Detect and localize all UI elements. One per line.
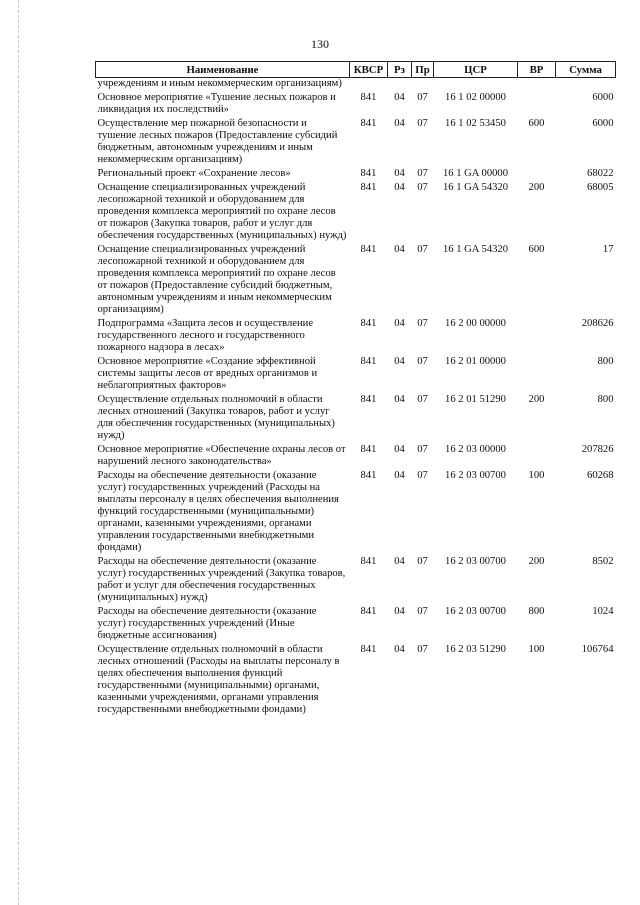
cell-name: Региональный проект «Сохранение лесов» [97, 168, 291, 179]
cell-csr: 16 1 GA 54320 [442, 244, 509, 255]
cell-sum: 68005 [587, 182, 614, 193]
header-vr: ВР [518, 62, 556, 78]
table-row [96, 244, 616, 318]
cell-csr: 16 2 03 00000 [445, 444, 506, 455]
cell-csr: 16 1 02 53450 [445, 118, 506, 129]
cell-vr [518, 356, 556, 394]
table-row [96, 318, 616, 356]
budget-table [95, 61, 616, 718]
cell-rz [388, 78, 412, 93]
cell-rz: 04 [394, 470, 405, 481]
cell-name: Подпрограмма «Защита лесов и осуществление государственного лесного и государственного пожарного надзора в лесах» [97, 318, 314, 353]
cell-vr: 200 [528, 182, 545, 193]
cell-kvsr: 841 [360, 470, 377, 481]
table-row [96, 556, 616, 606]
cell-sum: 6000 [592, 92, 614, 103]
cell-csr [434, 78, 518, 93]
cell-rz: 04 [394, 318, 405, 329]
cell-kvsr: 841 [360, 356, 377, 367]
table-row [96, 92, 616, 118]
cell-kvsr: 841 [360, 394, 377, 405]
table-row [96, 78, 616, 93]
cell-sum: 17 [602, 244, 614, 255]
cell-sum [556, 78, 616, 93]
table-row [96, 118, 616, 168]
cell-sum: 208626 [581, 318, 614, 329]
cell-vr [518, 444, 556, 470]
cell-csr: 16 2 03 00700 [445, 606, 506, 617]
cell-vr [518, 318, 556, 356]
cell-rz: 04 [394, 182, 405, 193]
table-row [96, 444, 616, 470]
header-sum: Сумма [556, 62, 616, 78]
cell-rz: 04 [394, 394, 405, 405]
table-row [96, 168, 616, 182]
page-edge-rule [18, 0, 19, 905]
cell-pr: 07 [417, 644, 428, 655]
cell-kvsr: 841 [360, 606, 377, 617]
cell-vr: 200 [528, 556, 545, 567]
cell-pr: 07 [417, 92, 428, 103]
cell-kvsr: 841 [360, 556, 377, 567]
cell-kvsr: 841 [360, 644, 377, 655]
table-row [96, 394, 616, 444]
cell-pr: 07 [417, 168, 428, 179]
cell-csr: 16 1 GA 00000 [442, 168, 509, 179]
cell-name: Осуществление отдельных полномочий в области лесных отношений (Расходы на выплаты персоналу в целях обеспечения выполнения функций государственными (муниципальными) органами, казенными учреждениями, органами управления государственными внебюджетными фондами) [97, 644, 340, 715]
cell-sum: 207826 [581, 444, 614, 455]
cell-kvsr: 841 [360, 118, 377, 129]
cell-sum: 800 [597, 394, 614, 405]
cell-vr [518, 168, 556, 182]
cell-pr: 07 [417, 470, 428, 481]
table-row [96, 644, 616, 718]
table-row [96, 606, 616, 644]
cell-sum: 8502 [592, 556, 614, 567]
cell-name: Основное мероприятие «Создание эффективной системы защиты лесов от вредных организмов и неблагоприятных факторов» [97, 356, 318, 391]
cell-pr [412, 78, 434, 93]
cell-sum: 68022 [587, 168, 614, 179]
cell-csr: 16 1 GA 54320 [442, 182, 509, 193]
cell-name: Основное мероприятие «Обеспечение охраны лесов от нарушений лесного законодательства» [97, 444, 346, 467]
table-header-row [96, 62, 616, 78]
cell-name: учреждениям и иным некоммерческим организациям) [97, 78, 342, 89]
cell-rz: 04 [394, 356, 405, 367]
cell-pr: 07 [417, 394, 428, 405]
cell-csr: 16 2 03 00700 [445, 470, 506, 481]
cell-rz: 04 [394, 168, 405, 179]
cell-csr: 16 2 01 00000 [445, 356, 506, 367]
table-row [96, 182, 616, 244]
cell-name: Расходы на обеспечение деятельности (оказание услуг) государственных учреждений (Иные бюджетные ассигнования) [97, 606, 317, 641]
header-kvsr: КВСР [350, 62, 388, 78]
cell-rz: 04 [394, 244, 405, 255]
header-csr: ЦСР [434, 62, 518, 78]
cell-name: Основное мероприятие «Тушение лесных пожаров и ликвидация их последствий» [97, 92, 336, 115]
cell-pr: 07 [417, 118, 428, 129]
header-name: Наименование [96, 62, 350, 78]
cell-sum: 800 [597, 356, 614, 367]
cell-vr: 600 [528, 244, 545, 255]
cell-name: Оснащение специализированных учреждений лесопожарной техникой и оборудованием для проведения комплекса мероприятий по охране лесов от пожаров (Предоставление субсидий бюджетным, автономным учреждениям и иным некоммерческим организациям) [97, 244, 336, 315]
cell-kvsr [350, 78, 388, 93]
cell-csr: 16 2 01 51290 [445, 394, 506, 405]
cell-rz: 04 [394, 92, 405, 103]
cell-rz: 04 [394, 118, 405, 129]
cell-pr: 07 [417, 356, 428, 367]
cell-rz: 04 [394, 644, 405, 655]
cell-vr [518, 92, 556, 118]
cell-pr: 07 [417, 606, 428, 617]
cell-vr [518, 78, 556, 93]
table-row [96, 356, 616, 394]
cell-vr: 100 [528, 470, 545, 481]
header-rz: Рз [388, 62, 412, 78]
cell-kvsr: 841 [360, 182, 377, 193]
cell-name: Оснащение специализированных учреждений лесопожарной техникой и оборудованием для проведения комплекса мероприятий по охране лесов от пожаров (Закупка товаров, работ и услуг для обеспечения государственных (муниципальных) нужд) [97, 182, 347, 241]
cell-sum: 6000 [592, 118, 614, 129]
cell-kvsr: 841 [360, 444, 377, 455]
table-body [96, 78, 616, 719]
cell-kvsr: 841 [360, 244, 377, 255]
cell-csr: 16 2 00 00000 [445, 318, 506, 329]
cell-pr: 07 [417, 244, 428, 255]
table-row [96, 470, 616, 556]
cell-rz: 04 [394, 606, 405, 617]
cell-name: Осуществление отдельных полномочий в области лесных отношений (Закупка товаров, работ и услуг для обеспечения государственных (муниципальных) нужд) [97, 394, 335, 441]
cell-name: Расходы на обеспечение деятельности (оказание услуг) государственных учреждений (Расходы на выплаты персоналу в целях обеспечения выполнения функций государственными (муниципальными) органами, казенными учреждениями, органами управления государственными внебюджетными фондами) [97, 470, 339, 553]
cell-csr: 16 2 03 00700 [445, 556, 506, 567]
cell-sum: 60268 [587, 470, 614, 481]
cell-kvsr: 841 [360, 318, 377, 329]
cell-kvsr: 841 [360, 92, 377, 103]
cell-pr: 07 [417, 182, 428, 193]
cell-rz: 04 [394, 556, 405, 567]
cell-vr: 100 [528, 644, 545, 655]
cell-csr: 16 1 02 00000 [445, 92, 506, 103]
cell-sum: 106764 [581, 644, 614, 655]
cell-kvsr: 841 [360, 168, 377, 179]
cell-vr: 600 [528, 118, 545, 129]
cell-pr: 07 [417, 444, 428, 455]
cell-vr: 800 [528, 606, 545, 617]
cell-name: Осуществление мер пожарной безопасности и тушение лесных пожаров (Предоставление субсидий бюджетным, автономным учреждениям и иным некоммерческим организациям) [97, 118, 338, 165]
header-pr: Пр [412, 62, 434, 78]
cell-vr: 200 [528, 394, 545, 405]
cell-sum: 1024 [592, 606, 614, 617]
cell-csr: 16 2 03 51290 [445, 644, 506, 655]
cell-rz: 04 [394, 444, 405, 455]
cell-name: Расходы на обеспечение деятельности (оказание услуг) государственных учреждений (Закупка товаров, работ и услуг для обеспечения государственных (муниципальных) нужд) [97, 556, 346, 603]
page-number: 130 [311, 37, 329, 51]
cell-pr: 07 [417, 318, 428, 329]
cell-pr: 07 [417, 556, 428, 567]
